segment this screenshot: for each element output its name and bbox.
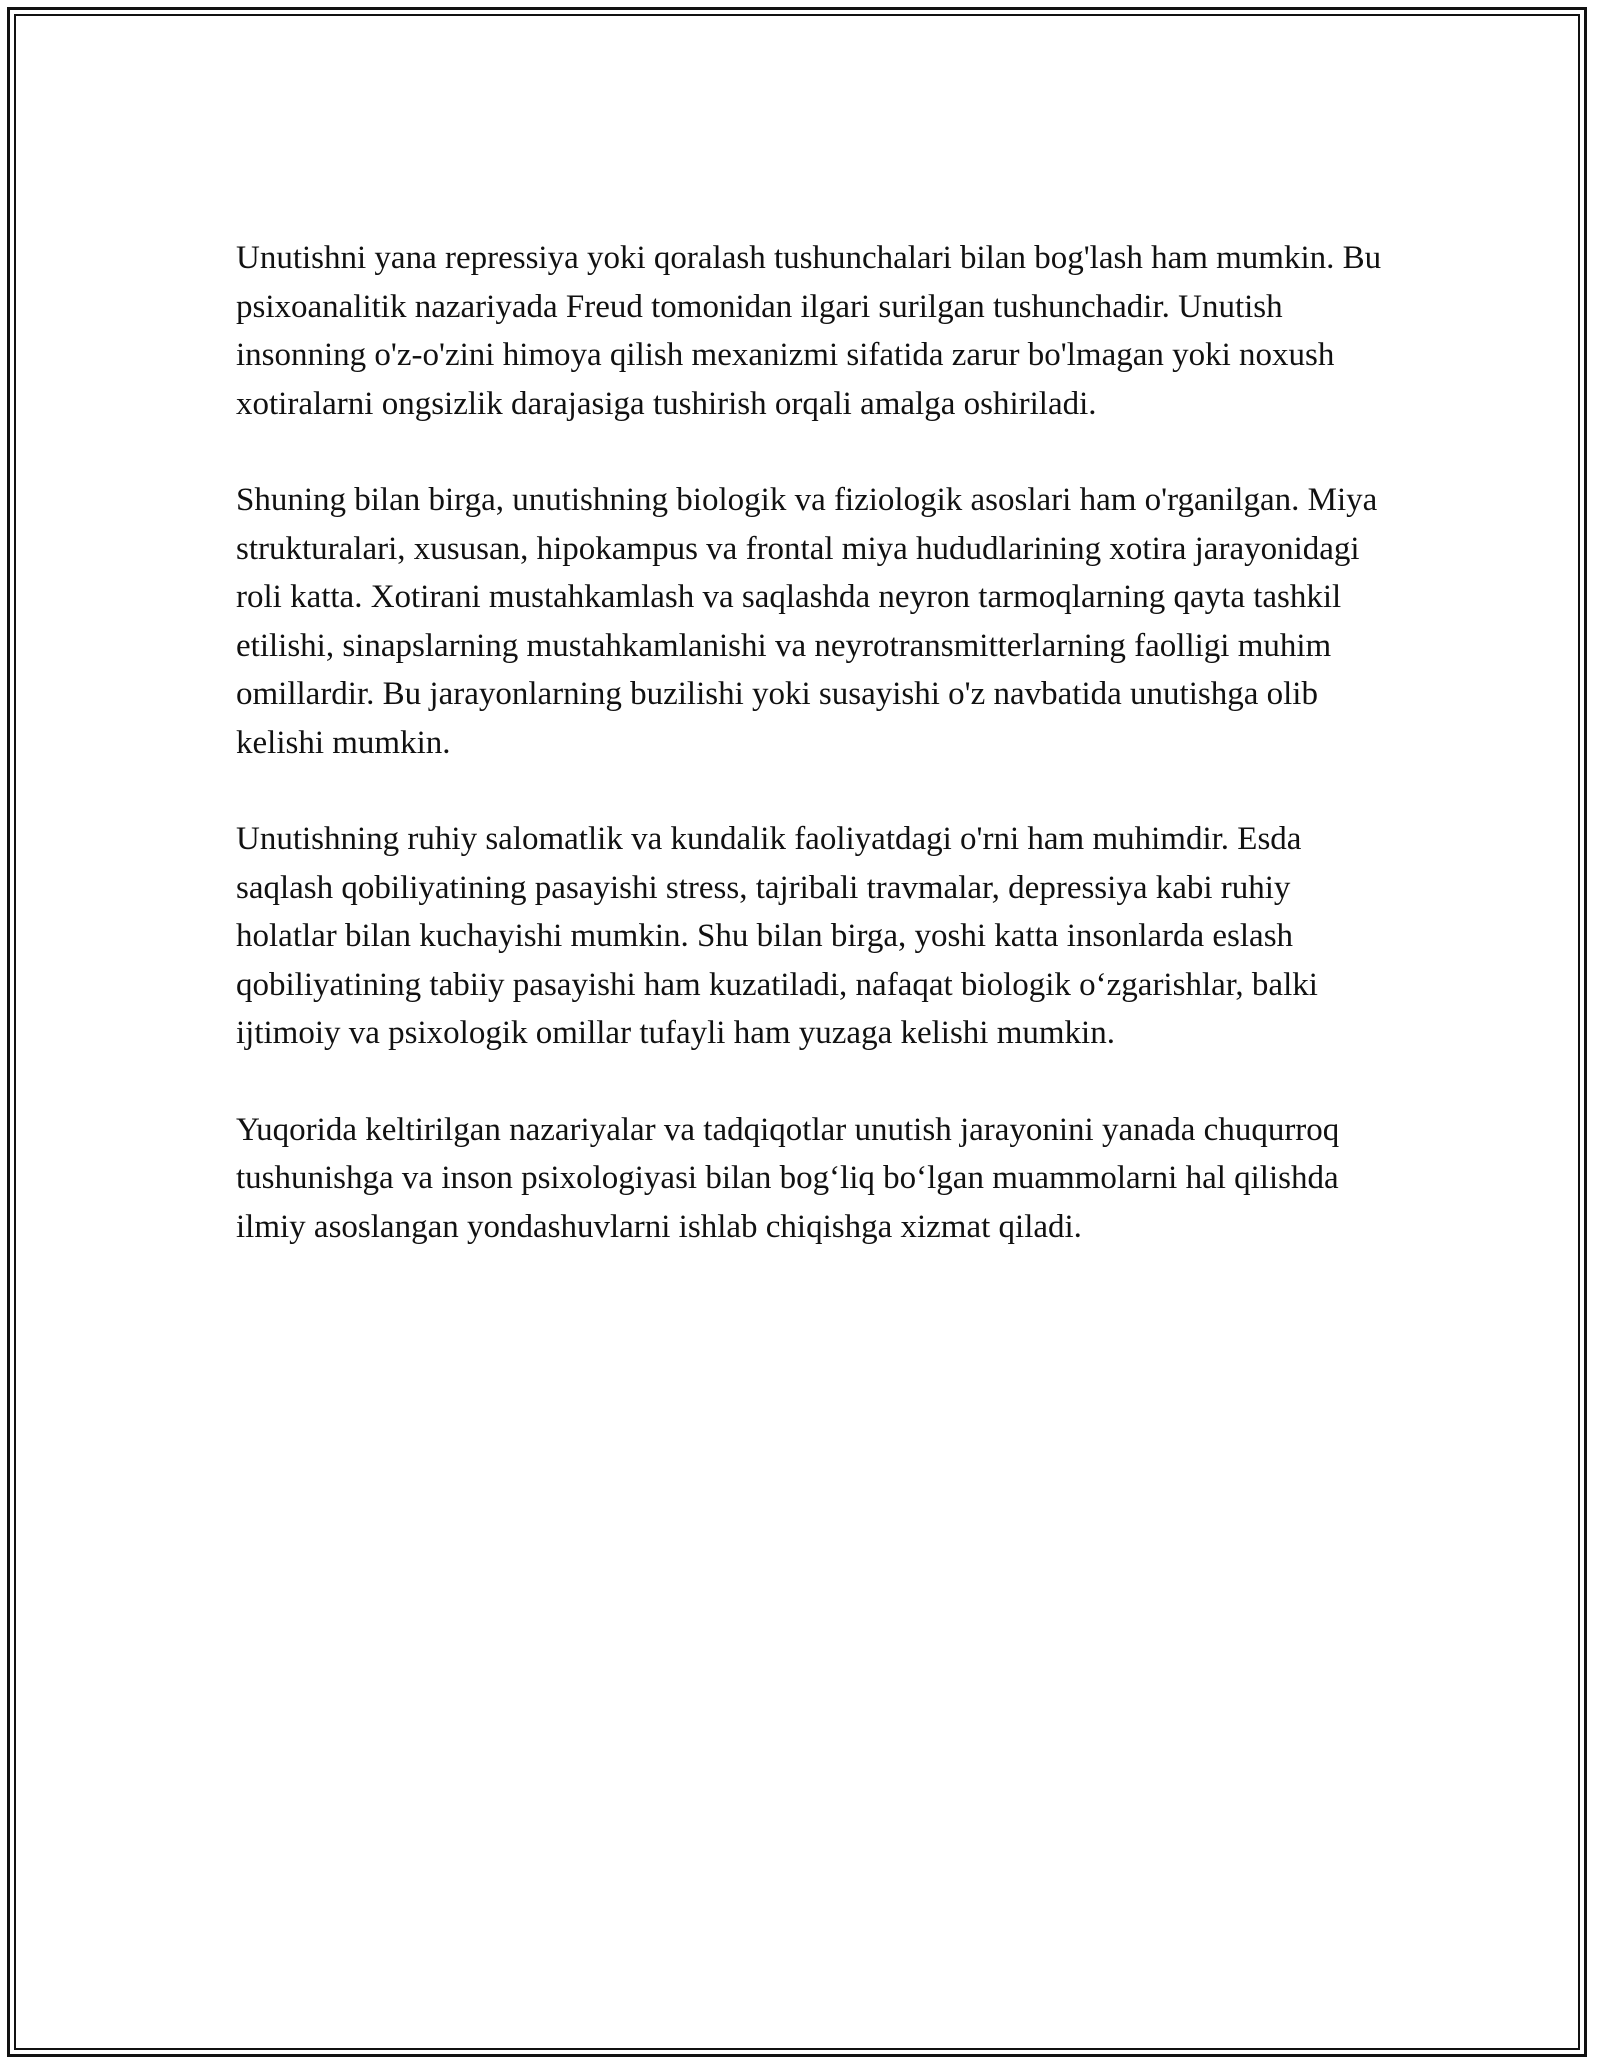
paragraph-repression: Unutishni yana repressiya yoki qoralash tushunchalari bilan bog'lash ham mumkin. Bu psixoanalitik nazariyada Freud tomonidan ilgari surilgan tushunchadir. Unutish insonning o'z-o'zini himoya qilish mexanizmi sifatida zarur bo'lmagan yoki noxush xotiralarni ongsizlik darajasiga tushirish orqali amalga oshiriladi.	[236, 240, 1382, 422]
paragraph-biological-basis: Shuning bilan birga, unutishning biologik va fiziologik asoslari ham o'rganilgan. Miya strukturalari, xususan, hipokampus va frontal miya hududlarining xotira jarayonidagi roli katta. Xotirani mustahkamlash va saqlashda neyron tarmoqlarning qayta tashkil etilishi, sinapslarning mustahkamlanishi va neyrotransmitterlarning faolligi muhim omillardir. Bu jarayonlarning buzilishi yoki susayishi o'z navbatida unutishga olib kelishi mumkin.	[236, 482, 1378, 761]
paragraph-mental-health: Unutishning ruhiy salomatlik va kundalik faoliyatdagi o'rni ham muhimdir. Esda saqlash qobiliyatining pasayishi stress, tajribali travmalar, depressiya kabi ruhiy holatlar bilan kuchayishi mumkin. Shu bilan birga, yoshi katta insonlarda eslash qobiliyatining tabiiy pasayishi ham kuzatiladi, nafaqat biologik o‘zgarishlar, balki ijtimoiy va psixologik omillar tufayli ham yuzaga kelishi mumkin.	[236, 821, 1318, 1051]
document-body	[236, 234, 1386, 1299]
paragraph-conclusion: Yuqorida keltirilgan nazariyalar va tadqiqotlar unutish jarayonini yanada chuqurroq tushunishga va inson psixologiyasi bilan bog‘liq bo‘lgan muammolarni hal qilishda ilmiy asoslangan yondashuvlarni ishlab chiqishga xizmat qiladi.	[236, 1111, 1340, 1245]
